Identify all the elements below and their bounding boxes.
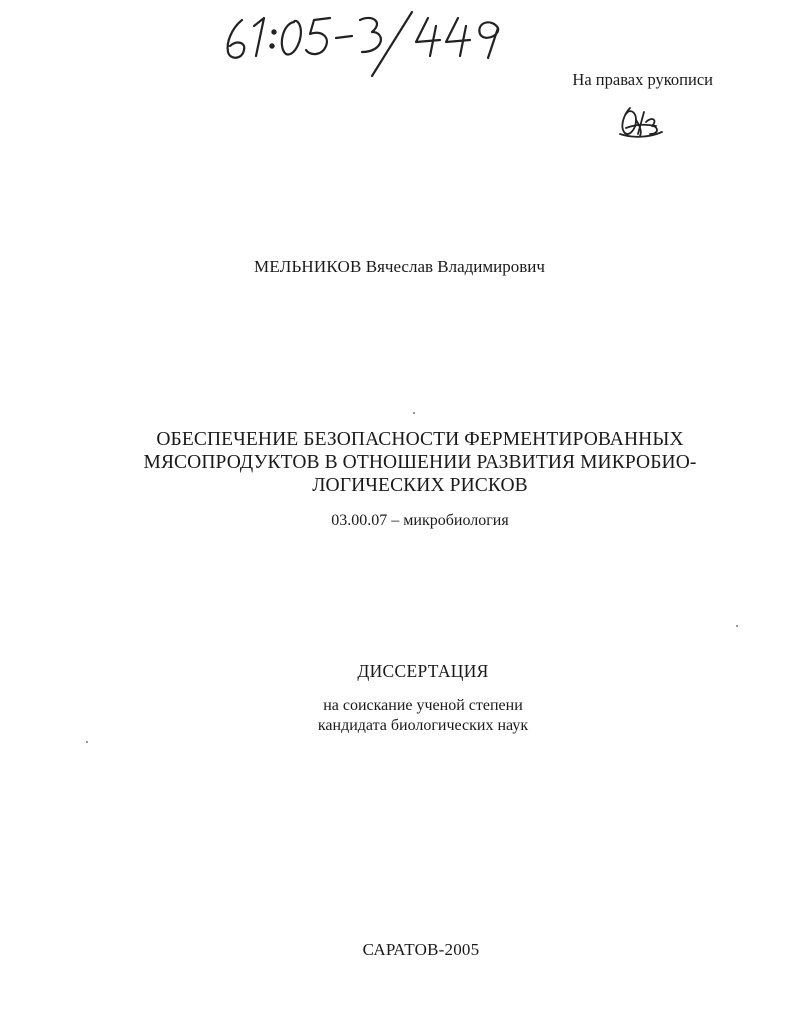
author-given-names: Вячеслав Владимирович	[365, 257, 545, 276]
author-name	[0, 257, 799, 277]
city-year: САРАТОВ-2005	[362, 940, 480, 959]
author-last-name: МЕЛЬНИКОВ	[254, 257, 362, 276]
scan-speck	[736, 625, 738, 627]
scan-speck	[413, 412, 415, 414]
scan-speck	[86, 741, 88, 743]
dissertation-title	[100, 428, 740, 497]
handwritten-signature-icon	[616, 104, 664, 140]
rights-note: На правах рукописи	[572, 70, 713, 89]
specialty-code: 03.00.07 – микробиология	[331, 512, 509, 529]
degree-statement	[0, 696, 799, 736]
title-line: ЛОГИЧЕСКИХ РИСКОВ	[312, 475, 528, 496]
title-line: ОБЕСПЕЧЕНИЕ БЕЗОПАСНОСТИ ФЕРМЕНТИРОВАННЫХ	[156, 429, 684, 450]
degree-line: на соискание ученой степени	[323, 697, 523, 714]
title-line: МЯСОПРОДУКТОВ В ОТНОШЕНИИ РАЗВИТИЯ МИКРОБИО-	[143, 452, 697, 473]
document-type: ДИССЕРТАЦИЯ	[357, 661, 489, 681]
degree-line: кандидата биологических наук	[317, 717, 529, 734]
archive-number-handwritten	[222, 8, 522, 78]
